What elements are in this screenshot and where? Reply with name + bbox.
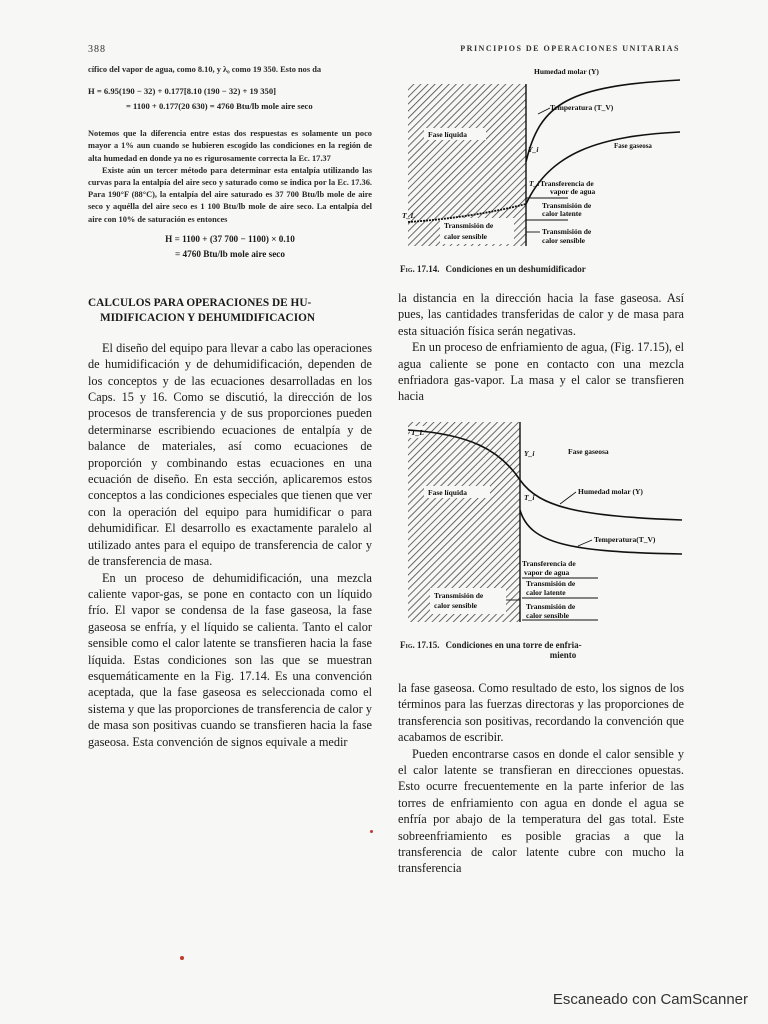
- transm-latente-1-2: Transmisión de: [526, 579, 576, 588]
- fase-liquida-label-2: Fase líquida: [428, 488, 467, 497]
- transf-vapor-2: vapor de agua: [550, 187, 596, 196]
- figure-17-15: [400, 420, 690, 626]
- red-speck: [180, 956, 184, 960]
- fase-gaseosa-label-2: Fase gaseosa: [568, 447, 609, 456]
- fase-liquida-label: Fase líquida: [428, 130, 467, 139]
- section-heading-line2: MIDIFICACION Y DEHUMIDIFICACION: [100, 311, 316, 324]
- yi-label: Y_i: [528, 145, 539, 154]
- right-column-top: [398, 290, 684, 405]
- equation-1-line1: H = 6.95(190 − 32) + 0.177[8.10 (190 − 32) + 19 350]: [88, 86, 276, 97]
- transm-latente-1: Transmisión de: [542, 201, 592, 210]
- figure-17-15-caption: [400, 640, 686, 660]
- transf-vapor-2-2: vapor de agua: [524, 568, 570, 577]
- running-title: PRINCIPIOS DE OPERACIONES UNITARIAS: [460, 44, 680, 53]
- section-heading: [88, 296, 372, 326]
- transm-latente-2-2: calor latente: [526, 588, 566, 597]
- humedad-molar-label: Humedad molar (Y): [534, 67, 599, 76]
- figure-17-15-caption-text-2: miento: [549, 650, 577, 660]
- humidity-curve-2: [520, 480, 682, 520]
- temperatura-arrow-2: [578, 540, 592, 546]
- paragraph-b: En un proceso de enfriamiento de agua, (Fig. 17.15), el agua caliente se pone en contacto con una mezcla enfriadora gas-vapor. La masa y el calor se transfieren hacia: [398, 340, 684, 404]
- transf-vapor-1-2: Transferencia de: [522, 559, 576, 568]
- ti-label-2: T_i: [524, 493, 535, 502]
- note-paragraph: Notemos que la diferencia entre estas dos respuestas es solamente un poco mayor a 1% aun cuando se hubieren escogido las condiciones en la región de alta humedad en donde ya no es rigurosamente correcta la Ec. 17.37: [88, 129, 372, 163]
- left-column: [88, 64, 372, 750]
- section-heading-line1: CALCULOS PARA OPERACIONES DE HU-: [88, 296, 312, 309]
- yi-label-2: Y_i: [524, 449, 535, 458]
- equation-2-line1: H = 1100 + (37 700 − 1100) × 0.10: [165, 233, 295, 244]
- third-method-paragraph: Existe aún un tercer método para determinar esta entalpía utilizando las curvas para la entalpía del aire seco y saturado como se indica por la Ec. 17.36. Para 190°F (88°C), la entalpía del aire saturado es 37 700 Btu/lb mole de aire seco y aquélla del aire seco es 1 100 Btu/lb mole de aire seco. La entalpía del aire con 10% de saturación es entonces: [88, 165, 372, 224]
- transm-sensible-liq-1-2: Transmisión de: [434, 591, 484, 600]
- transm-sensible-gas-1-2: Transmisión de: [526, 602, 576, 611]
- paragraph-d: Pueden encontrarse casos en donde el calor sensible y el calor latente se transfieran en direcciones opuestas. Esto ocurre frecuentemente en la parte inferior de las torres de enfriamiento con agua en donde el agua se enfría por abajo de la temperatura del gas total. Este sobreenfriamiento es posible gracias a que la transferencia de calor latente cubre con mucho la transferencia: [398, 746, 684, 876]
- transm-latente-2: calor latente: [542, 209, 582, 218]
- transm-sensible-gas-2: calor sensible: [542, 236, 585, 245]
- transm-sensible-liq-2-2: calor sensible: [434, 601, 477, 610]
- figure-17-14-caption-text: Condiciones en un deshumidificador: [445, 264, 586, 274]
- figure-17-14-caption: [400, 264, 586, 274]
- temperatura-arrow: [538, 108, 550, 114]
- paragraph-1: El diseño del equipo para llevar a cabo las operaciones de humidificación y de dehumidificación, dependen de los conceptos y de las ecuaciones desarrolladas en los Caps. 15 y 16. Como se discutió, la dirección de los procesos de transferencia y de sus proporciones pueden determinarse escribiendo ecuaciones de entalpía y de balance de materiales, así como ecuaciones de proporción y combinando estas ecuaciones en una ecuación de diseño. En esta sección, aplicaremos estos conceptos a las condiciones especiales que tienen que ver con la operación del equipo para humidificar o para dehumidificar. El desarrollo es exactamente paralelo al utilizado antes para el equipo de transferencia de calor y de transferencia de masa.: [88, 340, 372, 569]
- paragraph-c: la fase gaseosa. Como resultado de esto, los signos de los términos para las fuerzas directoras y las proporciones de transferencia son positivas, recordando la convención que acabamos de escribir.: [398, 681, 684, 745]
- temperatura-label-2: Temperatura(T_V): [594, 535, 656, 544]
- transm-sensible-gas-1: Transmisión de: [542, 227, 592, 236]
- figure-17-15-caption-label: Fig. 17.15.: [400, 640, 440, 650]
- equation-1-line2: = 1100 + 0.177(20 630) = 4760 Btu/lb mole aire seco: [126, 101, 313, 112]
- transm-sensible-gas-2-2: calor sensible: [526, 611, 569, 620]
- paragraph-a: la distancia en la dirección hacia la fase gaseosa. Así pues, las cantidades transferidas de calor y de masa para esta situación física serán negativas.: [398, 291, 684, 338]
- red-speck-2: [370, 830, 373, 833]
- fase-gaseosa-label: Fase gaseosa: [614, 142, 652, 150]
- figure-17-14-caption-label: Fig. 17.14.: [400, 264, 440, 274]
- transm-sensible-liq-2: calor sensible: [444, 232, 487, 241]
- page-number: 388: [88, 44, 106, 55]
- equation-2-line2: = 4760 Btu/lb mole aire seco: [175, 248, 285, 259]
- right-column-bottom: [398, 680, 684, 877]
- intro-fragment: cífico del vapor de agua, como 8.10, y λ₀ como 19 350. Esto nos da: [88, 65, 322, 74]
- gas-temperature-curve-2: [520, 510, 682, 554]
- camscanner-watermark: Escaneado con CamScanner: [552, 991, 748, 1008]
- humedad-arrow: [560, 492, 576, 504]
- temperatura-label: Temperatura (T_V): [550, 103, 614, 112]
- figure-17-14: [400, 62, 690, 252]
- figure-17-15-caption-text-1: Condiciones en una torre de enfria-: [445, 640, 582, 650]
- humidity-curve: [526, 80, 680, 162]
- transf-vapor-1: Transferencia de: [540, 179, 594, 188]
- transm-sensible-liq-1: Transmisión de: [444, 221, 494, 230]
- ti-right-label: T_i: [529, 179, 540, 188]
- tl-label: T_L: [402, 211, 415, 220]
- tl-label-2: T_L: [411, 428, 424, 437]
- paragraph-2: En un proceso de dehumidificación, una mezcla caliente vapor-gas, se pone en contacto con un líquido frío. El vapor se condensa de la fase gaseosa, la fase gaseosa se enfría, y el líquido se calienta. Tanto el calor sensible como el calor latente se transfieren hacia la fase líquida. Estas condiciones son las que se muestran esquemáticamente en la Fig. 17.14. Es una convención aceptada, que la fase gaseosa es seleccionada como el sistema y que las proporciones de transferencia de calor y de masa son positivas cuando se transfieren hacia la fase gaseosa. Esta convención de signos equivale a medir: [88, 570, 372, 749]
- equation-2: [88, 232, 372, 262]
- equation-1: [88, 84, 372, 114]
- humedad-molar-label-2: Humedad molar (Y): [578, 487, 643, 496]
